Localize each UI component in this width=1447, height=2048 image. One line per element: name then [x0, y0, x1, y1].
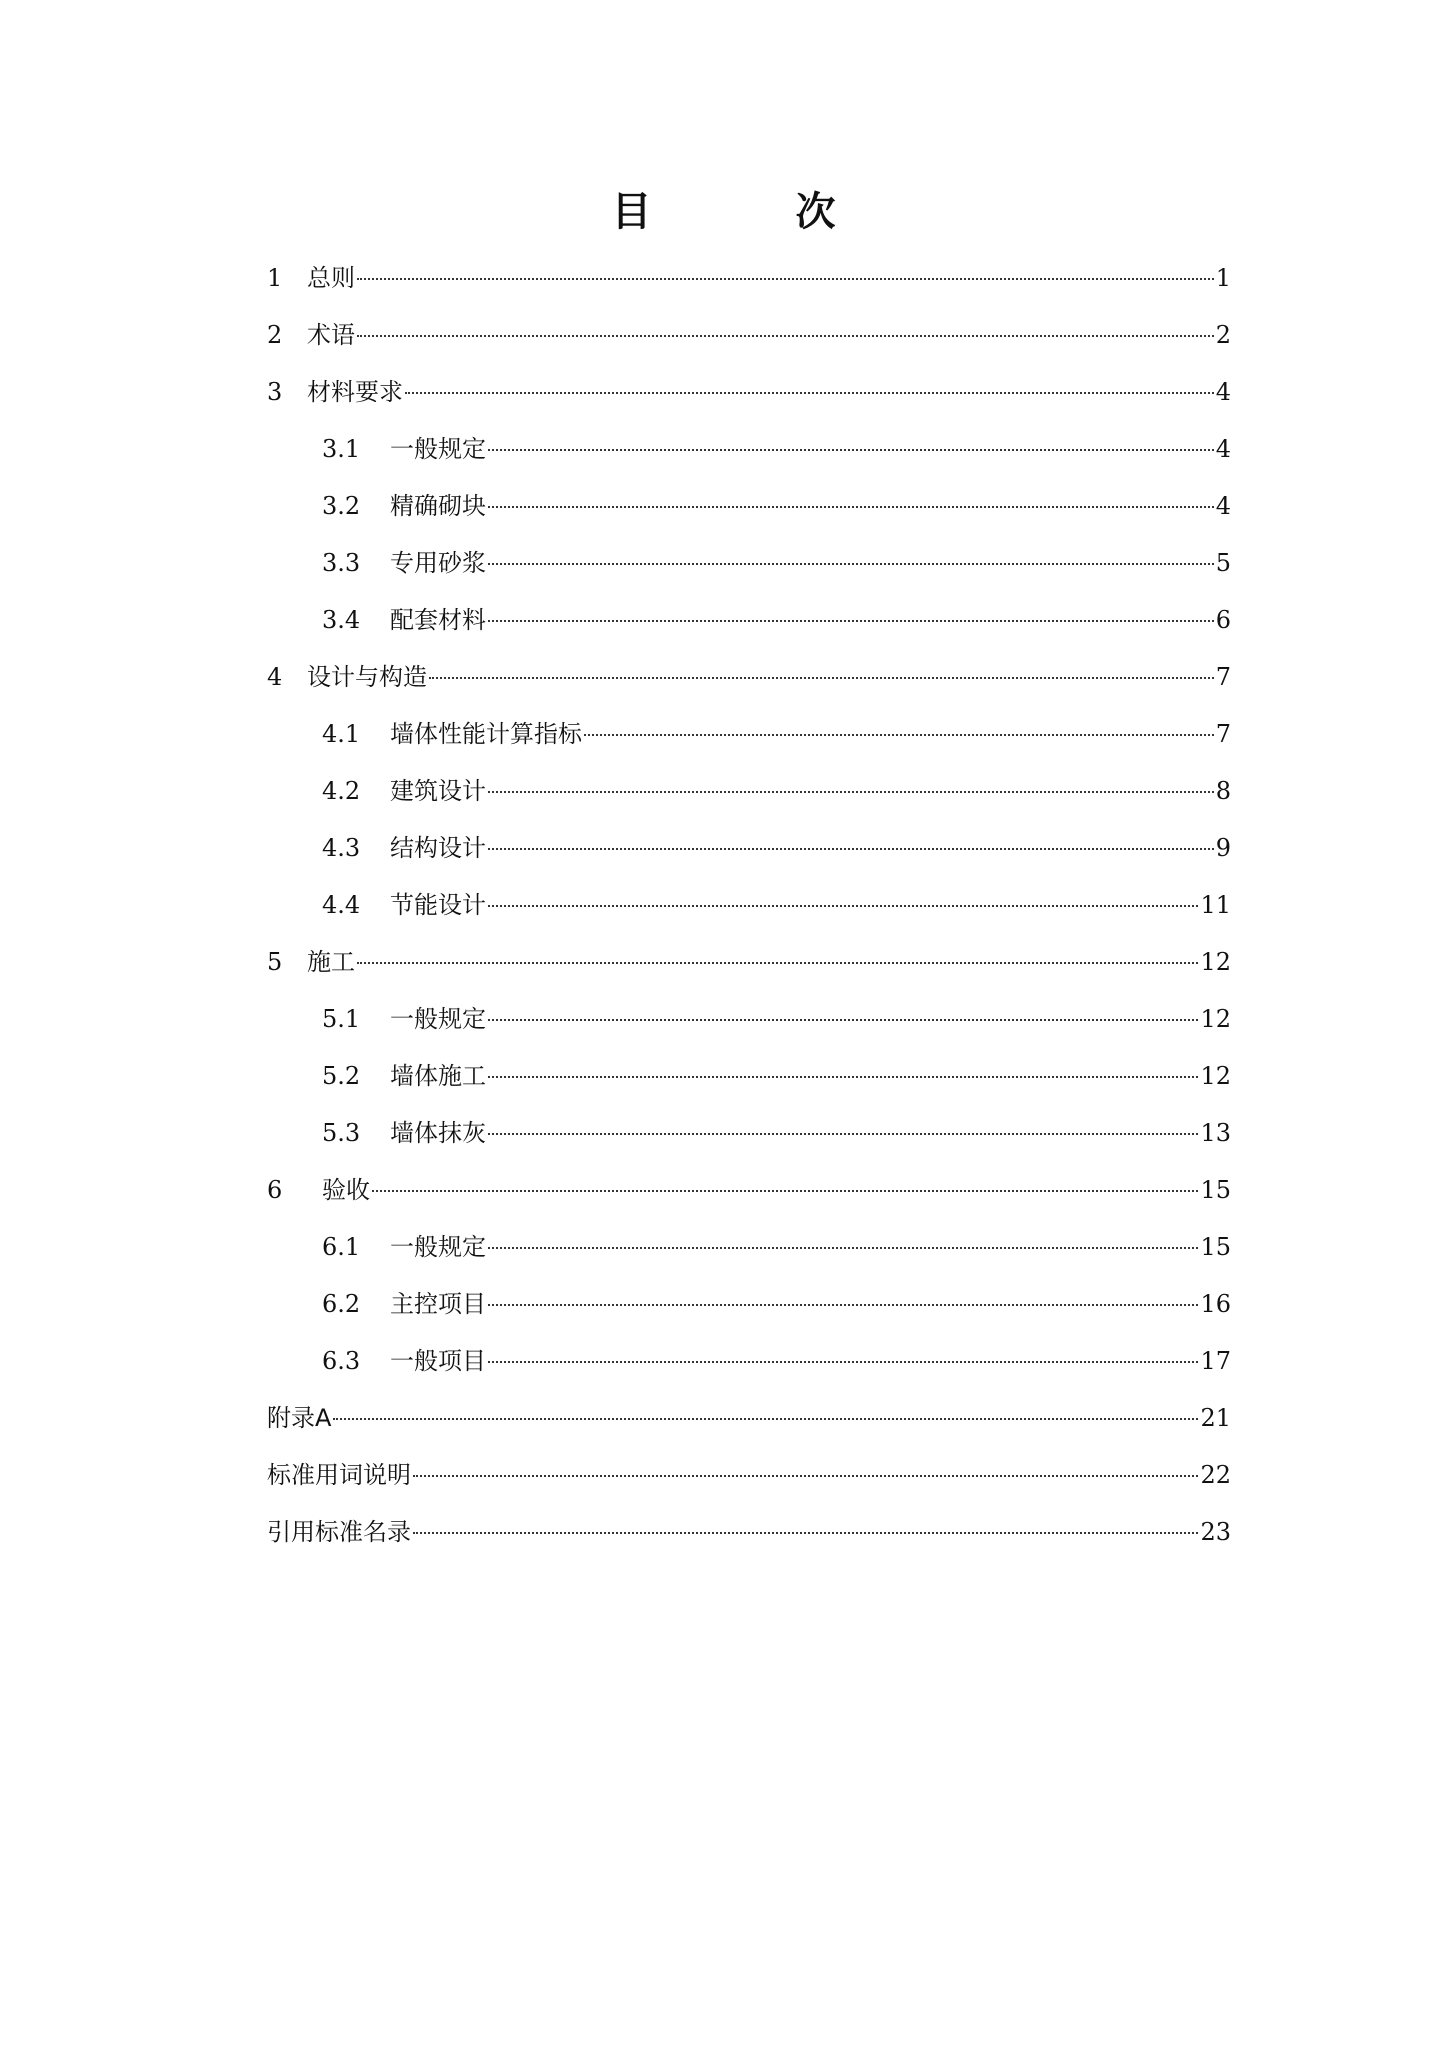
dot-leader [357, 278, 1214, 280]
toc-number: 3.4 [322, 606, 361, 634]
toc-entry-2[interactable] [267, 313, 1231, 370]
toc-page-number: 12 [1200, 948, 1231, 976]
toc-number: 3.3 [322, 549, 361, 577]
toc-page-number: 15 [1200, 1233, 1231, 1261]
toc-number: 6.1 [322, 1233, 361, 1261]
toc-entry-6-2[interactable] [267, 1282, 1231, 1339]
toc-page-number: 4 [1215, 435, 1231, 463]
toc-entry-4-1[interactable] [267, 712, 1231, 769]
dot-leader [488, 1361, 1198, 1363]
toc-page-number: 9 [1215, 834, 1231, 862]
toc-entry-3-1[interactable] [267, 427, 1231, 484]
toc-label: 验收 [322, 1176, 370, 1204]
toc-number: 5.1 [322, 1005, 361, 1033]
toc-label: 墙体施工 [390, 1062, 486, 1090]
toc-label: 建筑设计 [390, 777, 486, 805]
toc-entry-5[interactable] [267, 940, 1231, 997]
toc-page-number: 15 [1200, 1176, 1231, 1204]
toc-label: 主控项目 [390, 1290, 486, 1318]
toc-entry-1[interactable] [267, 256, 1231, 313]
toc-label: 墙体抹灰 [390, 1119, 486, 1147]
dot-leader [488, 449, 1214, 451]
dot-leader [405, 392, 1214, 394]
toc-entry-3-3[interactable] [267, 541, 1231, 598]
toc-number: 2 [267, 321, 283, 349]
toc-page-number: 16 [1200, 1290, 1231, 1318]
page-title: 目 次 [611, 189, 888, 235]
toc-page-number: 7 [1215, 663, 1231, 691]
toc-number: 4.3 [322, 834, 361, 862]
toc-number: 6.3 [322, 1347, 361, 1375]
toc-label: 节能设计 [390, 891, 486, 919]
dot-leader [488, 791, 1214, 793]
toc-entry-4[interactable] [267, 655, 1231, 712]
dot-leader [429, 677, 1214, 679]
toc-entry-5-1[interactable] [267, 997, 1231, 1054]
toc-page-number: 8 [1215, 777, 1231, 805]
toc-number: 4.1 [322, 720, 361, 748]
toc-number: 4.4 [322, 891, 361, 919]
toc-label: 施工 [307, 948, 355, 976]
toc-page-number: 2 [1215, 321, 1231, 349]
toc-number: 4.2 [322, 777, 361, 805]
toc-page-number: 7 [1215, 720, 1231, 748]
toc-entry-4-2[interactable] [267, 769, 1231, 826]
toc-entry-3[interactable] [267, 370, 1231, 427]
toc-label: 专用砂浆 [390, 549, 486, 577]
toc-label: 材料要求 [307, 378, 403, 406]
dot-leader [584, 734, 1214, 736]
dot-leader [488, 1304, 1198, 1306]
toc-label: 术语 [307, 321, 355, 349]
toc-page-number: 6 [1215, 606, 1231, 634]
dot-leader [488, 620, 1214, 622]
dot-leader [357, 335, 1214, 337]
toc-entry-standard-wording[interactable] [267, 1453, 1231, 1510]
dot-leader [488, 1133, 1198, 1135]
dot-leader [413, 1532, 1198, 1534]
dot-leader [413, 1475, 1198, 1477]
toc-page-number: 12 [1200, 1062, 1231, 1090]
toc-page-number: 12 [1200, 1005, 1231, 1033]
toc-label: 附录A [267, 1404, 332, 1432]
toc-page-number: 4 [1215, 378, 1231, 406]
toc-label: 标准用词说明 [267, 1461, 411, 1489]
toc-label: 结构设计 [390, 834, 486, 862]
toc-number: 3.2 [322, 492, 361, 520]
dot-leader [488, 563, 1214, 565]
toc-entry-6-3[interactable] [267, 1339, 1231, 1396]
toc-label: 设计与构造 [307, 663, 427, 691]
dot-leader [488, 506, 1214, 508]
toc-number: 3 [267, 378, 283, 406]
toc-entry-5-3[interactable] [267, 1111, 1231, 1168]
dot-leader [488, 848, 1214, 850]
toc-page-number: 22 [1200, 1461, 1231, 1489]
toc-entry-6-1[interactable] [267, 1225, 1231, 1282]
toc-page-number: 1 [1215, 264, 1231, 292]
toc-page-number: 13 [1200, 1119, 1231, 1147]
toc-page-number: 4 [1215, 492, 1231, 520]
table-of-contents [267, 256, 1231, 1567]
toc-entry-4-4[interactable] [267, 883, 1231, 940]
toc-page-number: 21 [1200, 1404, 1231, 1432]
toc-label: 配套材料 [390, 606, 486, 634]
dot-leader [488, 1019, 1198, 1021]
toc-number: 6.2 [322, 1290, 361, 1318]
toc-page-number: 23 [1200, 1518, 1231, 1546]
dot-leader [488, 905, 1198, 907]
toc-entry-3-4[interactable] [267, 598, 1231, 655]
dot-leader [372, 1190, 1198, 1192]
toc-label: 一般规定 [390, 1233, 486, 1261]
toc-label: 一般项目 [390, 1347, 486, 1375]
toc-entry-referenced-standards[interactable] [267, 1510, 1231, 1567]
toc-label: 一般规定 [390, 435, 486, 463]
dot-leader [488, 1247, 1198, 1249]
toc-page-number: 17 [1200, 1347, 1231, 1375]
dot-leader [357, 962, 1198, 964]
toc-number: 4 [267, 663, 283, 691]
dot-leader [488, 1076, 1198, 1078]
toc-entry-3-2[interactable] [267, 484, 1231, 541]
toc-label: 精确砌块 [390, 492, 486, 520]
toc-label: 引用标准名录 [267, 1518, 411, 1546]
toc-entry-appendix-a[interactable] [267, 1396, 1231, 1453]
toc-entry-5-2[interactable] [267, 1054, 1231, 1111]
toc-label: 墙体性能计算指标 [390, 720, 582, 748]
toc-number: 5.3 [322, 1119, 361, 1147]
dot-leader [333, 1418, 1198, 1420]
toc-page-number: 11 [1200, 891, 1231, 919]
toc-number: 1 [267, 264, 283, 292]
toc-label: 一般规定 [390, 1005, 486, 1033]
toc-number: 3.1 [322, 435, 361, 463]
toc-entry-6[interactable] [267, 1168, 1231, 1225]
toc-number: 5 [267, 948, 283, 976]
toc-entry-4-3[interactable] [267, 826, 1231, 883]
toc-page-number: 5 [1215, 549, 1231, 577]
toc-number: 5.2 [322, 1062, 361, 1090]
toc-label: 总则 [307, 264, 355, 292]
toc-number: 6 [267, 1176, 283, 1204]
